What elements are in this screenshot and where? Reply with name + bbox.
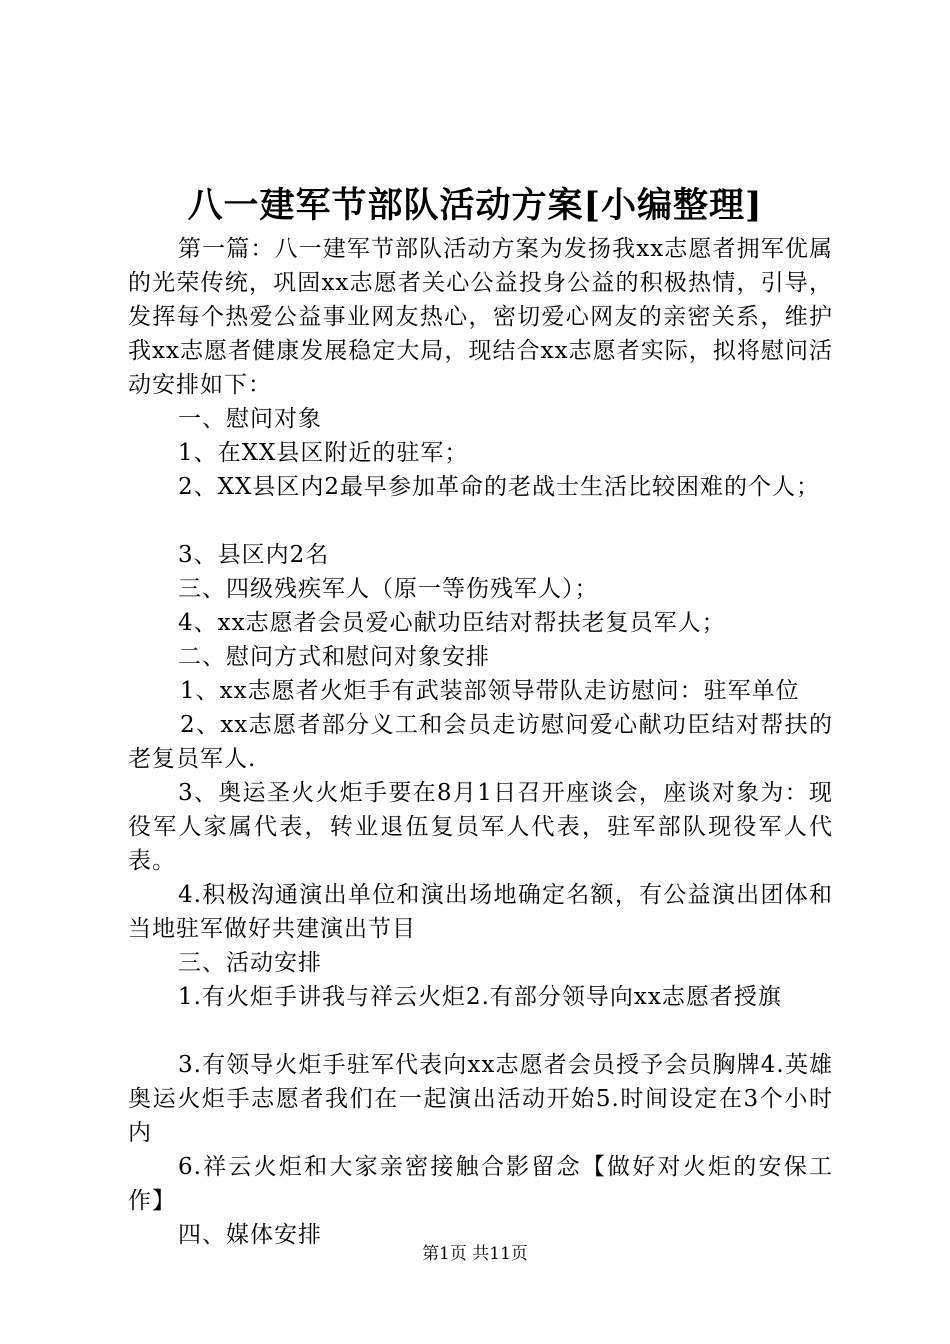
paragraph-intro: 第一篇：八一建军节部队活动方案为发扬我xx志愿者拥军优属的光荣传统，巩固xx志愿者关心公益投身公益的积极热情，引导，发挥每个热爱公益事业网友热心，密切爱心网友的亲密关系，维护我xx志愿者健康发展稳定大局，现结合xx志愿者实际，拟将慰问活动安排如下：: [128, 236, 833, 398]
document-body: [128, 232, 833, 1252]
heading-section-3: 三、活动安排: [178, 950, 322, 976]
paragraph-activity-6: 6.祥云火炬和大家亲密接触合影留念【做好对火炬的安保工作】: [128, 1154, 833, 1214]
paragraph-item-3: 3、县区内2名: [178, 542, 330, 568]
heading-section-1: 一、慰问对象: [178, 406, 322, 432]
heading-section-2: 二、慰问方式和慰问对象安排: [178, 644, 490, 670]
paragraph-item-2: 2、XX县区内2最早参加革命的老战士生活比较困难的个人；: [178, 474, 821, 500]
paragraph-item-1: 1、在XX县区附近的驻军；: [178, 440, 469, 466]
paragraph-gap: [128, 1014, 833, 1048]
paragraph-method-3: 3、奥运圣火火炬手要在8月1日召开座谈会，座谈对象为：现役军人家属代表，转业退伍复员军人代表，驻军部队现役军人代表。: [128, 780, 833, 874]
paragraph-method-4: 4.积极沟通演出单位和演出场地确定名额，有公益演出团体和当地驻军做好共建演出节目: [128, 882, 833, 942]
paragraph-gap: [128, 504, 833, 538]
paragraph-activity-3: 3.有领导火炬手驻军代表向xx志愿者会员授予会员胸牌4.英雄奥运火炬手志愿者我们在一起演出活动开始5.时间设定在3个小时内: [128, 1052, 833, 1146]
paragraph-activity-1: 1.有火炬手讲我与祥云火炬2.有部分领导向xx志愿者授旗: [178, 984, 782, 1010]
paragraph-item-disabled: 三、四级残疾军人（原一等伤残军人）；: [178, 576, 599, 602]
paragraph-method-2: 2、xx志愿者部分义工和会员走访慰问爱心献功臣结对帮扶的老复员军人.: [128, 712, 833, 772]
heading-section-4: 四、媒体安排: [178, 1222, 322, 1248]
paragraph-method-1: 1、xx志愿者火炬手有武装部领导带队走访慰问：驻军单位: [180, 678, 800, 704]
document-title: 八一建军节部队活动方案[小编整理]: [187, 185, 763, 226]
page-number-footer: 第1页 共11页: [422, 1244, 528, 1264]
paragraph-item-4: 4、xx志愿者会员爱心献功臣结对帮扶老复员军人；: [178, 610, 726, 636]
